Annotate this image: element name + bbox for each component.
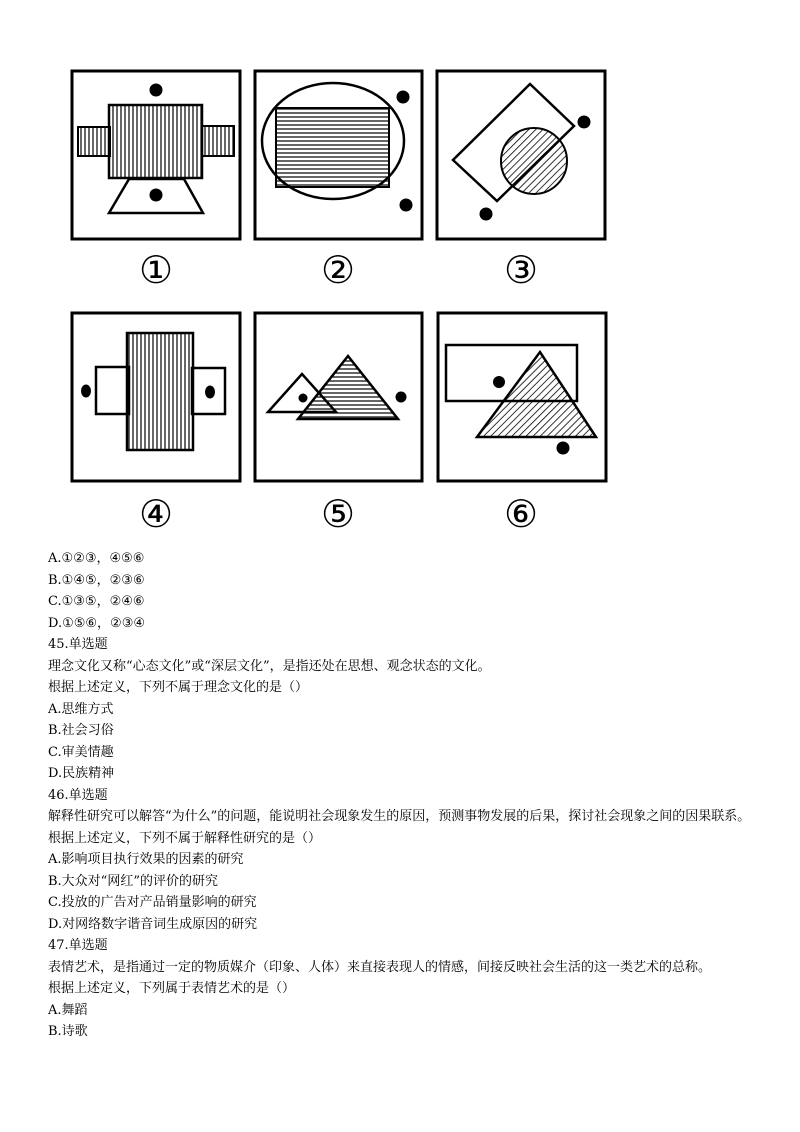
- q45-question: 根据上述定义，下列不属于理念文化的是（）: [48, 680, 309, 695]
- figure-5: [255, 313, 422, 481]
- q47-definition: 表情艺术，是指通过一定的物质媒介（印象、人体）来直接表现人的情感，间接反映社会生活的这一类艺术的总称。: [48, 959, 712, 975]
- q47-header: 47.单选题: [48, 938, 108, 953]
- q46-header: 46.单选题: [48, 787, 108, 803]
- q46-question: 根据上述定义，下列不属于解释性研究的是（）: [48, 830, 322, 846]
- q47-option-b[interactable]: B.诗歌: [48, 1024, 88, 1039]
- figure-1: [72, 71, 240, 239]
- q47-question: 根据上述定义，下列属于表情艺术的是（）: [48, 981, 296, 996]
- q46-option-b[interactable]: B.大众对“网红”的评价的研究: [48, 873, 218, 889]
- figure-2: [255, 71, 422, 239]
- q46-definition: 解释性研究可以解答“为什么”的问题，能说明社会现象发生的原因，预测事物发展的后果，探讨社会现象之间的因果联系。: [48, 809, 751, 824]
- q46-option-a[interactable]: A.影响项目执行效果的因素的研究: [48, 852, 244, 867]
- figure-3: [437, 71, 605, 239]
- q44-option-b[interactable]: B.①④⑤，②③⑥: [48, 572, 145, 588]
- figure-6: [438, 313, 606, 481]
- q45-option-c[interactable]: C.审美情趣: [48, 744, 114, 760]
- question-text: [48, 548, 758, 1043]
- q47-option-a[interactable]: A.舞蹈: [48, 1002, 88, 1018]
- q45-definition: 理念文化又称“心态文化”或“深层文化”，是指还处在思想、观念状态的文化。: [48, 658, 491, 674]
- figure-label-1: ①: [138, 248, 174, 292]
- figure-label-3: ③: [503, 248, 539, 292]
- figure-label-5: ⑤: [320, 492, 356, 536]
- figure-4: [72, 313, 240, 481]
- figure-label-2: ②: [320, 248, 356, 292]
- q46-option-d[interactable]: D.对网络数字谐音词生成原因的研究: [48, 916, 258, 932]
- q44-option-a[interactable]: A.①②③，④⑤⑥: [48, 551, 145, 566]
- q45-header: 45.单选题: [48, 637, 108, 652]
- q46-option-c[interactable]: C.投放的广告对产品销量影响的研究: [48, 895, 257, 910]
- q44-option-d[interactable]: D.①⑤⑥，②③④: [48, 615, 146, 631]
- figure-label-6: ⑥: [503, 492, 539, 536]
- figure-label-4: ④: [138, 492, 174, 536]
- q45-option-d[interactable]: D.民族精神: [48, 766, 115, 781]
- figure-puzzle: [0, 0, 800, 545]
- q44-option-c[interactable]: C.①③⑤，②④⑥: [48, 594, 145, 609]
- q45-option-a[interactable]: A.思维方式: [48, 701, 114, 717]
- q45-option-b[interactable]: B.社会习俗: [48, 723, 114, 738]
